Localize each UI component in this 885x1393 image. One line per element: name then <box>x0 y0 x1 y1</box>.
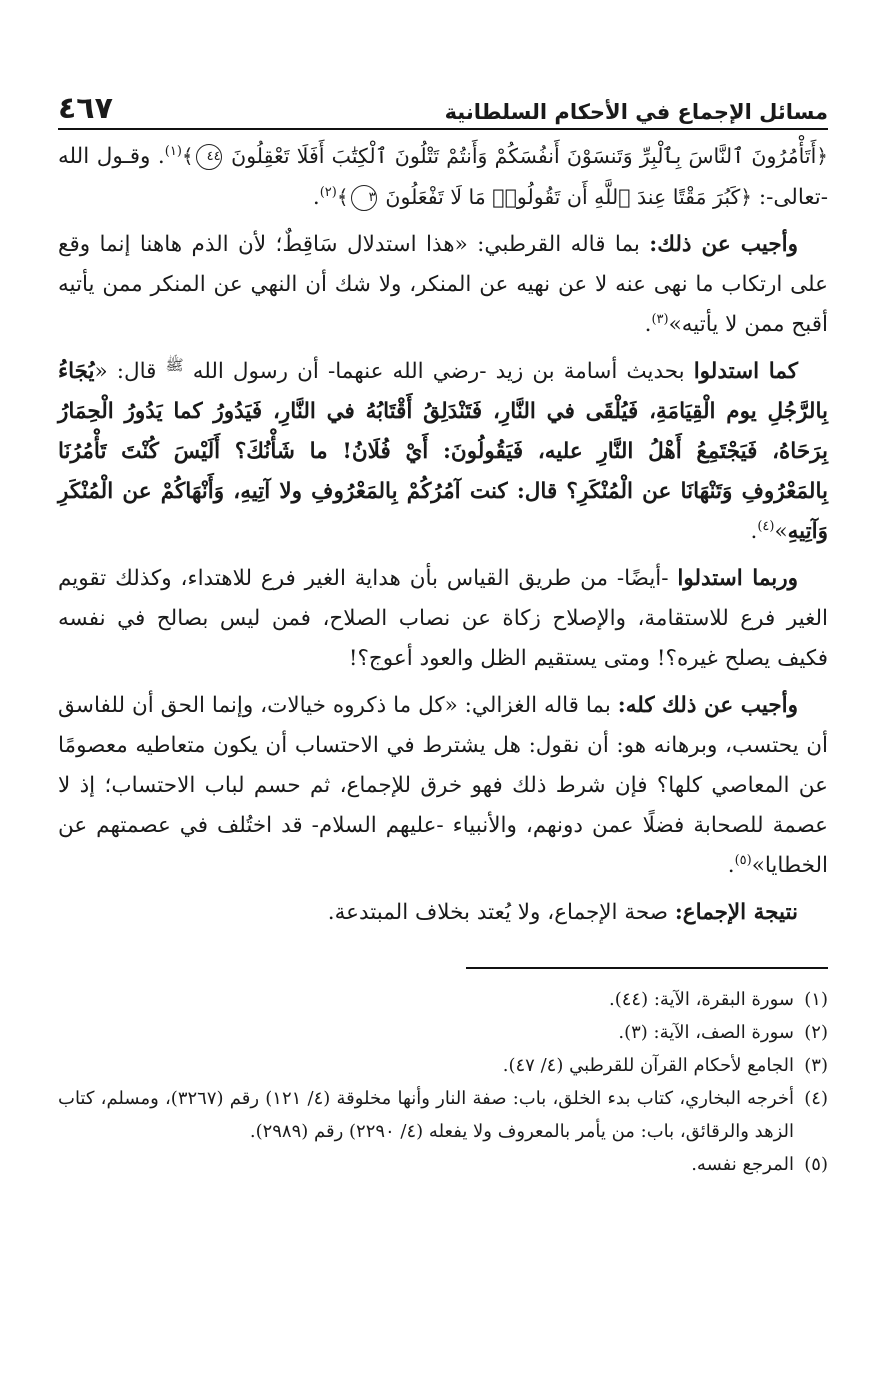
paragraph-lead: نتيجة الإجماع: <box>674 900 798 925</box>
salla-glyph: ﷺ <box>165 355 184 374</box>
paragraph-response-ghazali <box>58 686 828 886</box>
quote-close: » <box>774 519 788 544</box>
footnote-item <box>58 1082 828 1148</box>
footnote-ref: (٣) <box>651 311 669 327</box>
ornate-bracket-close: ﴾ <box>181 144 194 168</box>
hadith-text: يُجَاءُ بِالرَّجُلِ يوم الْقِيَامَةِ، فَيُلْقَى في النَّارِ، فَتَنْدَلِقُ أَقْتَابُهُ في النَّارِ، فَيَدُورُ كما يَدُورُ الْحِمَارُ بِرَحَاهُ، فَيَجْتَمِعُ أَهْلُ النَّارِ عليه، فَيَقُولُونَ: أَيْ فُلَانُ! ما شَأْنُكَ؟ أَلَيْسَ كُنْتَ تَأْمُرُنَا بِالمَعْرُوفِ وَتَنْهَانَا عن الْمُنْكَرِ؟ قال: كنت آمُرُكُمْ بِالمَعْرُوفِ ولا آتِيهِ، وَأَنْهَاكُمْ عن الْمُنْكَرِ وَآتِيهِ <box>58 359 828 544</box>
footnote-text: سورة البقرة، الآية: (٤٤). <box>609 989 794 1010</box>
footnote-text: سورة الصف، الآية: (٣). <box>618 1022 794 1043</box>
footnote-number: (٣) <box>804 1055 828 1076</box>
footnote-text: الجامع لأحكام القرآن للقرطبي (٤/ ٤٧). <box>502 1055 794 1076</box>
paragraph-verses <box>58 136 828 218</box>
ornate-bracket-open: ﴿ <box>816 144 829 168</box>
quran-verse: أَتَأْمُرُونَ ٱلنَّاسَ بِٱلْبِرِّ وَتَنسَوْنَ أَنفُسَكُمْ وَأَنتُمْ تَتْلُونَ ٱلْكِتَٰبَ أَفَلَا تَعْقِلُونَ <box>231 144 817 168</box>
book-page <box>58 84 828 1181</box>
paragraph-text: صحة الإجماع، ولا يُعتد بخلاف المبتدعة. <box>327 900 675 925</box>
footnote-ref: (٢) <box>319 184 337 200</box>
paragraph-lead: كما استدلوا <box>693 359 799 384</box>
running-header <box>58 84 828 130</box>
paragraph-lead: وربما استدلوا <box>677 566 799 591</box>
paragraph-hadith <box>58 352 828 552</box>
ornate-bracket-open: ﴿ <box>740 185 752 209</box>
footnote-number: (٥) <box>804 1154 828 1175</box>
footnotes <box>58 983 828 1181</box>
footnote-item <box>58 1049 828 1082</box>
footnote-ref: (٥) <box>734 852 752 868</box>
paragraph-response-qurtubi <box>58 225 828 345</box>
main-text <box>58 136 828 933</box>
aya-number-marker: ٣ <box>351 185 377 211</box>
paragraph-text: بحديث أسامة بن زيد -رضي الله عنهما- أن رسول الله <box>183 359 694 384</box>
footnote-divider <box>466 967 828 969</box>
footnote-item <box>58 1016 828 1049</box>
page-number: ٤٦٧ <box>58 91 113 126</box>
running-title: مسائل الإجماع في الأحكام السلطانية <box>444 100 828 124</box>
paragraph-conclusion <box>58 893 828 933</box>
footnote-text: أخرجه البخاري، كتاب بدء الخلق، باب: صفة النار وأنها مخلوقة (٤/ ١٢١) رقم (٣٢٦٧)، ومسلم، كتاب الزهد والرقائق، باب: من يأمر بالمعروف ولا يفعله (٤/ ٢٢٩٠) رقم (٢٩٨٩). <box>58 1088 794 1142</box>
paragraph-text: بما قاله القرطبي: «هذا استدلال سَاقِطٌ؛ لأن الذم هاهنا إنما وقع على ارتكاب ما نهى عنه لا عن نهيه عن المنكر، ولا شك أن النهي عن المنكر ممن يأتيه أقبح ممن لا يأتيه» <box>58 232 828 337</box>
footnote-ref: (١) <box>164 143 182 159</box>
paragraph-end: . <box>727 853 735 878</box>
paragraph-text: بما قاله الغزالي: «كل ما ذكروه خيالات، وإنما الحق أن للفاسق أن يحتسب، وبرهانه هو: أن نقول: هل يشترط في الاحتساب أن يكون متعاطيه معصومًا عن المعاصي كلها؟ فإن شرط ذلك فهو خرق للإجماع، ثم حسم لباب الاحتساب؛ إذ لا عصمة للصحابة فضلًا عمن دونهم، والأنبياء -عليهم السلام- قد اختُلف في عصمتهم عن الخطايا» <box>58 693 828 878</box>
footnote-text: المرجع نفسه. <box>691 1154 794 1175</box>
quran-verse: كَبُرَ مَقْتًا عِندَ ٱللَّهِ أَن تَقُولُوا۟ مَا لَا تَفْعَلُونَ <box>385 185 741 209</box>
paragraph-lead: وأجيب عن ذلك كله: <box>617 693 798 718</box>
paragraph-end: . <box>644 312 652 337</box>
paragraph-text: . وقـول الله -تعالى-: <box>58 144 828 210</box>
footnote-number: (١) <box>804 989 828 1010</box>
aya-number-marker: ٤٤ <box>196 144 222 170</box>
paragraph-lead: وأجيب عن ذلك: <box>649 232 799 257</box>
footnote-ref: (٤) <box>757 518 775 534</box>
paragraph-end: . <box>750 519 758 544</box>
paragraph-text: قال: « <box>94 359 166 384</box>
paragraph-text: -أيضًا- من طريق القياس بأن هداية الغير فرع للاهتداء، وكذلك تقويم الغير فرع للاستقامة، والإصلاح زكاة عن نصاب الصلاح، فمن ليس بصالح في نفسه فكيف يصلح غيره؟! ومتى يستقيم الظل والعود أعوج؟! <box>58 566 828 671</box>
footnote-number: (٢) <box>804 1022 828 1043</box>
footnote-item <box>58 1148 828 1181</box>
footnote-number: (٤) <box>804 1088 828 1109</box>
footnote-item <box>58 983 828 1016</box>
paragraph-qiyas <box>58 559 828 679</box>
ornate-bracket-close: ﴾ <box>336 185 349 209</box>
paragraph-end: . <box>312 185 320 210</box>
